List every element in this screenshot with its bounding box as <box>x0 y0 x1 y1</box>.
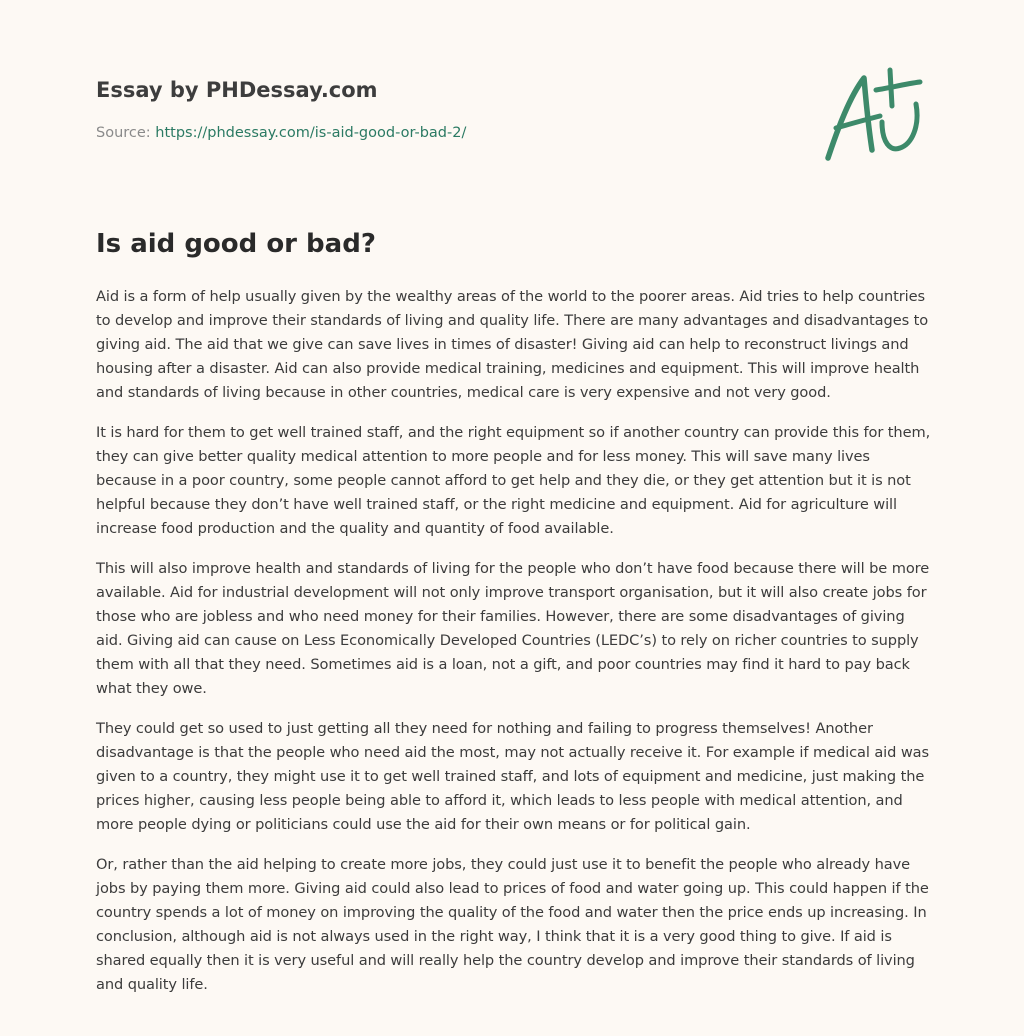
source-line <box>96 123 796 143</box>
essay-paragraph-5: Or, rather than the aid helping to create more jobs, they could just use it to benefit the people who already have jobs by paying them more. Giving aid could also lead to prices of food and water going up. This could happen if the country spends a lot of money on improving the quality of the food and water then the price ends up increasing. In conclusion, although aid is not always used in the right way, I think that it is a very good thing to give. If aid is shared equally then it is very useful and will really help the country develop and improve their standards of living and quality life. <box>96 856 929 993</box>
essay-paragraph-4: They could get so used to just getting all they need for nothing and failing to progress themselves! Another disadvantage is that the people who need aid the most, may not actually receive it. For example if medical aid was given to a country, they might use it to get well trained staff, and lots of equipment and medicine, just making the prices higher, causing less people being able to afford it, which leads to less people with medical attention, and more people dying or politicians could use the aid for their own means or for political gain. <box>96 720 930 833</box>
essay-header <box>96 76 796 143</box>
site-title: Essay by PHDessay.com <box>96 78 378 102</box>
essay-paragraph-2: It is hard for them to get well trained staff, and the right equipment so if another country can provide this for them, they can give better quality medical attention to more people and for less money. This will save many lives because in a poor country, some people cannot afford to get help and they die, or they get attention but it is not helpful because they don’t have well trained staff, or the right medicine and equipment. Aid for agriculture will increase food production and the quality and quantity of food available. <box>96 424 931 537</box>
essay-title: Is aid good or bad? <box>96 229 376 259</box>
source-label: Source: <box>96 125 151 141</box>
a-plus-logo-icon <box>820 66 930 166</box>
source-link[interactable]: https://phdessay.com/is-aid-good-or-bad-2/ <box>155 125 467 141</box>
essay-body <box>96 285 932 1013</box>
essay-paragraph-3: This will also improve health and standards of living for the people who don’t have food because there will be more available. Aid for industrial development will not only improve transport organisation, but it will also create jobs for those who are jobless and who need money for their families. However, there are some disadvantages of giving aid. Giving aid can cause on Less Economically Developed Countries (LEDC’s) to rely on richer countries to supply them with all that they need. Sometimes aid is a loan, not a gift, and poor countries may find it hard to pay back what they owe. <box>96 560 930 697</box>
essay-paragraph-1: Aid is a form of help usually given by the wealthy areas of the world to the poorer areas. Aid tries to help countries to develop and improve their standards of living and quality life. There are many advantages and disadvantages to giving aid. The aid that we give can save lives in times of disaster! Giving aid can help to reconstruct livings and housing after a disaster. Aid can also provide medical training, medicines and equipment. This will improve health and standards of living because in other countries, medical care is very expensive and not very good. <box>96 288 929 401</box>
